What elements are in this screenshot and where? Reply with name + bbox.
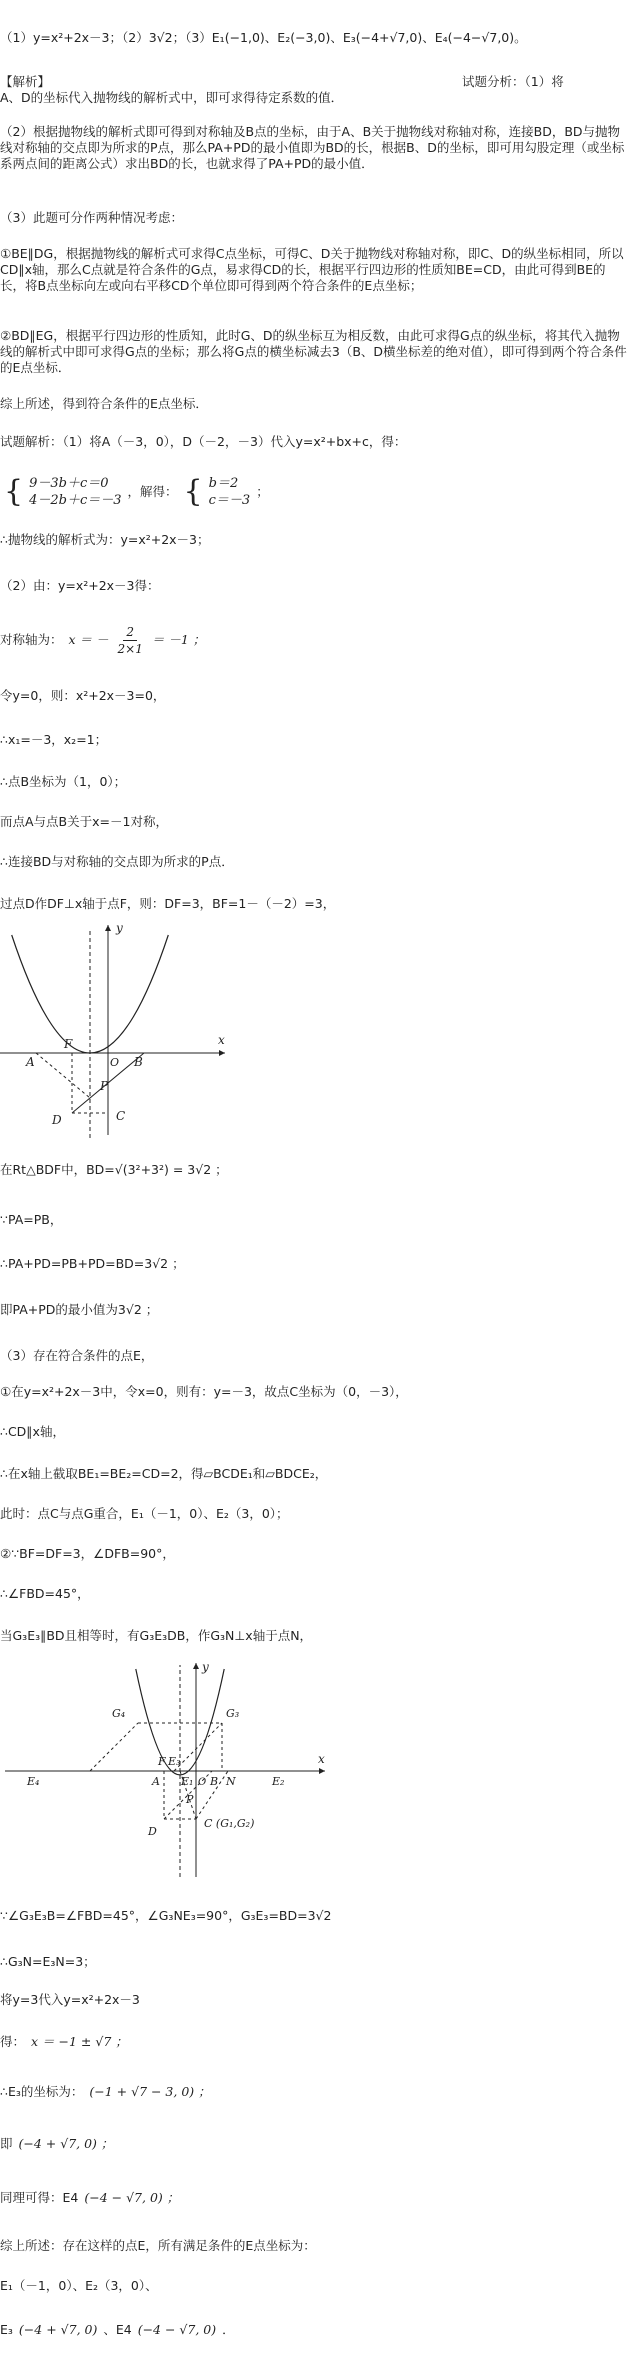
para-7: 试题解析：（1）将A（－3，0），D（－2，－3）代入y=x²+bx+c，得： (0, 434, 407, 449)
label-C: C (G₁,G₂) (204, 1817, 255, 1830)
para-1: A、D的坐标代入抛物线的解析式中，即可求得待定系数的值． (0, 90, 344, 105)
label-D: D (148, 1825, 157, 1838)
system-2 (209, 475, 251, 509)
y-axis-arrow-icon (193, 1663, 199, 1669)
label-G4: G₄ (112, 1707, 126, 1720)
para-35 (0, 2190, 630, 2206)
equation-system-row (4, 472, 630, 512)
para-35-math: (−4 − √7, 0) ； (84, 2190, 180, 2205)
para-32-label: 得： (0, 2034, 26, 2049)
axis-fraction (118, 624, 143, 657)
answer-summary: （1）y=x²+2x－3；（2）3√2；（3）E₁(−1,0)、E₂(−3,0)、E₃(−4+√7,0)、E₄(−4−√7,0)。 (0, 30, 527, 45)
label-E3: E₃ (168, 1755, 181, 1768)
label-B: B (134, 1055, 143, 1069)
para-2: （2）根据抛物线的解析式即可得到对称轴及B点的坐标，由于A、B关于抛物线对称轴对称，连接BD，BD与抛物线对称轴的交点即为所求的P点，那么PA+PD的最小值即为BD的长，根据B、D的坐标，即可用勾股定理（或坐标系两点间的距离公式）求出BD的长，也就求得了PA+PD的最小值． (0, 124, 625, 171)
system-1-eq-1: 9－3b＋c＝0 (29, 476, 109, 491)
label-C: C (116, 1109, 126, 1123)
para-29: ∵∠G₃E₃B=∠FBD=45°，∠G₃NE₃=90°，G₃E₃=BD=3√2 (0, 1908, 332, 1923)
para-33-label: ∴E₃的坐标为： (0, 2084, 84, 2099)
para-23: ∴CD∥x轴， (0, 1424, 65, 1439)
para-32-math: x ＝ −1 ± √7 ； (31, 2034, 128, 2049)
jiexi-label: 【解析】 (0, 74, 51, 89)
para-3: （3）此题可分作两种情况考虑： (0, 210, 183, 225)
system-2-eq-1: b＝2 (208, 476, 239, 491)
para-15: ∴连接BD与对称轴的交点即为所求的P点． (0, 854, 234, 869)
para-30: ∴G₃N=E₃N=3； (0, 1954, 96, 1969)
left-brace-2: { (183, 474, 203, 509)
label-O: O (198, 1777, 207, 1788)
y-axis-arrow-icon (105, 925, 111, 931)
e4-coord: (−4 − √7, 0) (137, 2322, 217, 2337)
para-12: ∴x₁=－3，x₂=1； (0, 732, 108, 747)
para-38 (0, 2322, 630, 2338)
para-4: ①BE∥DG，根据抛物线的解析式可求得C点坐标，可得C、D关于抛物线对称轴对称，即C、D的纵坐标相同，所以CD∥x轴，那么C点就是符合条件的G点，易求得CD的长，根据平行四边形的性质知BE=CD，由此可得到BE的长，将B点坐标向左或向右平移CD个单位即可得到两个符合条件的E点坐标； (0, 246, 624, 293)
parabola-figure-1 (0, 920, 240, 1140)
end-period: ． (222, 2322, 235, 2337)
para-36: 综上所述：存在这样的点E，所有满足条件的E点坐标为： (0, 2238, 316, 2253)
para-34-math: (−4 + √7, 0) ； (18, 2136, 114, 2151)
para-11: 令y=0，则：x²+2x－3=0， (0, 688, 166, 703)
axis-of-symmetry-row (0, 620, 630, 660)
label-P: P (100, 1079, 109, 1093)
para-5: ②BD∥EG，根据平行四边形的性质知，此时G、D的纵坐标互为相反数，由此可求得G点的纵坐标，将其代入抛物线的解析式中即可求得G点的坐标；那么将G点的横坐标减去3（B、D横坐标差的绝对值），即可得到两个符合条件的E点坐标． (0, 328, 627, 375)
para-27: ∴∠FBD=45°， (0, 1586, 90, 1601)
label-y: y (202, 1660, 209, 1674)
para-33 (0, 2084, 630, 2100)
label-x: x (318, 1752, 325, 1766)
para-13: ∴点B坐标为（1，0）； (0, 774, 127, 789)
para-34-label: 即 (0, 2136, 13, 2151)
solve-label: ，解得： (127, 484, 178, 499)
label-E1: E₁ (181, 1775, 194, 1788)
left-brace: { (4, 474, 24, 509)
label-D: D (52, 1113, 62, 1127)
para-24: ∴在x轴上截取BE₁=BE₂=CD=2，得▱BCDE₁和▱BDCE₂， (0, 1466, 328, 1481)
para-37: E₁（－1，0）、E₂（3，0）、 (0, 2278, 158, 2293)
para-32 (0, 2034, 630, 2050)
para-28: 当G₃E₃∥BD且相等时，有G₃E₃DB，作G₃N⊥x轴于点N， (0, 1628, 313, 1643)
para-20: 即PA+PD的最小值为3√2 ； (0, 1302, 159, 1317)
g4e4-segment (90, 1723, 138, 1771)
fraction-numerator: 2 (123, 624, 137, 641)
e3-coord: (−4 + √7, 0) (18, 2322, 98, 2337)
para-25: 此时：点C与点G重合，E₁（－1，0）、E₂（3，0）； (0, 1506, 289, 1521)
x-axis-arrow-icon (219, 1050, 225, 1056)
label-B: B (210, 1775, 219, 1788)
g3e3-segment (174, 1723, 222, 1771)
axis-x: x ＝ － (68, 632, 109, 647)
para-18: ∵PA=PB， (0, 1212, 63, 1227)
para-17: 在Rt△BDF中，BD=√(3²+3²) = 3√2 ； (0, 1162, 228, 1177)
pa-segment (36, 1053, 90, 1098)
label-F: F (64, 1037, 73, 1051)
analysis-heading: 试题分析：（1）将 (462, 74, 564, 89)
para-16: 过点D作DF⊥x轴于点F，则：DF=3，BF=1－（－2）=3， (0, 896, 336, 911)
para-21: （3）存在符合条件的点E， (0, 1348, 154, 1363)
para-9: （2）由：y=x²+2x－3得： (0, 578, 160, 593)
para-35-label: 同理可得：E4 (0, 2190, 79, 2205)
label-P: P (186, 1793, 194, 1806)
label-F: F (158, 1755, 166, 1768)
system-2-eq-2: c＝－3 (208, 493, 251, 508)
fraction-denominator: 2×1 (117, 641, 143, 656)
end-mark: ； (256, 484, 269, 499)
para-33-math: (−1 + √7 − 3, 0) ； (89, 2084, 211, 2099)
para-6: 综上所述，得到符合条件的E点坐标． (0, 396, 208, 411)
para-19: ∴PA+PD=PB+PD=BD=3√2 ； (0, 1256, 185, 1271)
e3-label: E₃ (0, 2322, 13, 2337)
x-axis-arrow-icon (319, 1768, 325, 1774)
para-22: ①在y=x²+2x－3中，令x=0，则有：y=－3，故点C坐标为（0，－3）， (0, 1384, 408, 1399)
label-x: x (218, 1033, 225, 1047)
para-31: 将y=3代入y=x²+2x－3 (0, 1992, 140, 2007)
para-14: 而点A与点B关于x=－1对称， (0, 814, 168, 829)
system-1-eq-2: 4－2b＋c＝－3 (29, 493, 122, 508)
axis-label: 对称轴为： (0, 632, 63, 647)
label-A: A (26, 1055, 35, 1069)
para-34 (0, 2136, 630, 2152)
axis-result: ＝ －1 ； (151, 632, 206, 647)
label-y: y (116, 921, 123, 935)
parabola-figure-2 (0, 1655, 340, 1885)
label-A: A (152, 1775, 160, 1788)
label-N: N (226, 1775, 236, 1788)
label-E4: E₄ (27, 1775, 40, 1788)
para-8: ∴抛物线的解析式为：y=x²+2x－3； (0, 532, 210, 547)
label-E2: E₂ (272, 1775, 285, 1788)
para-26: ②∵BF=DF=3，∠DFB=90°， (0, 1546, 175, 1561)
label-O: O (110, 1056, 120, 1069)
system-1 (29, 475, 121, 509)
e4-label: 、E4 (103, 2322, 132, 2337)
label-G3: G₃ (226, 1707, 240, 1720)
